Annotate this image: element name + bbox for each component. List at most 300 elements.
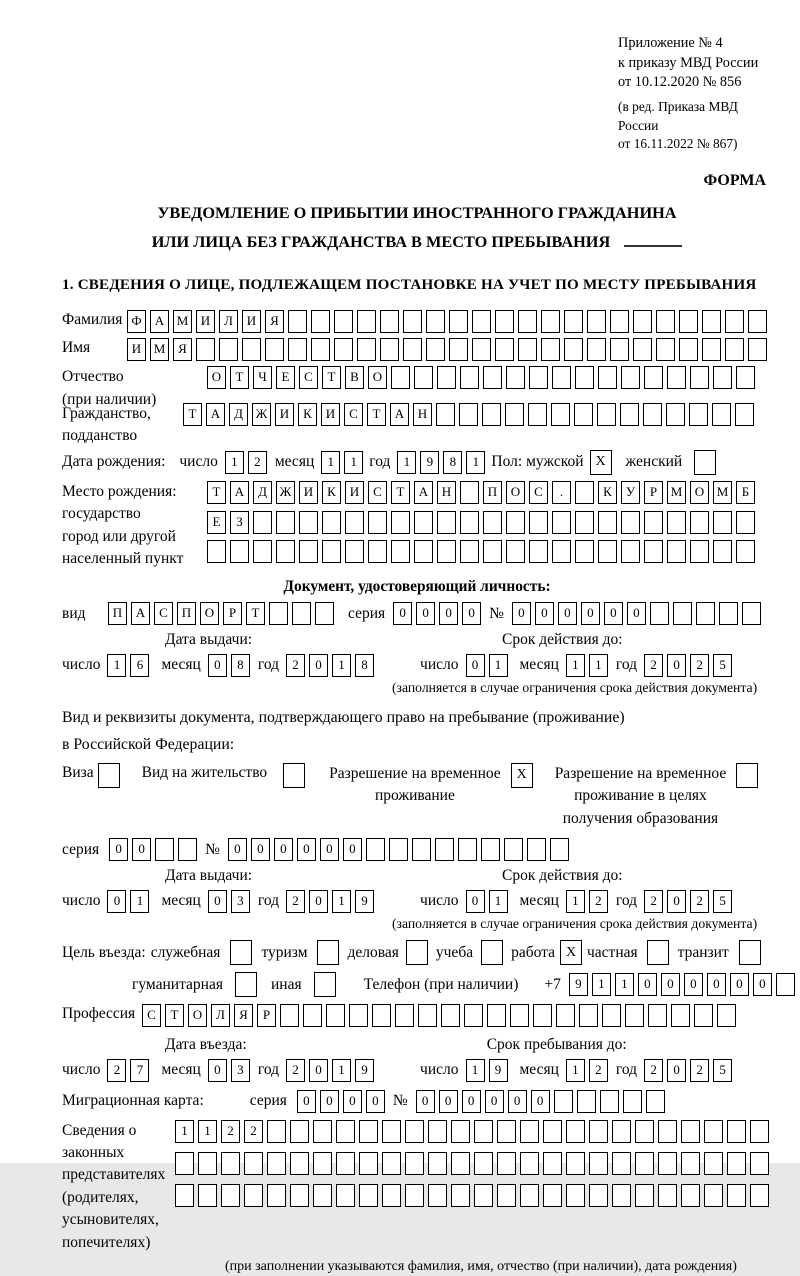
char-cell[interactable]: 0 — [320, 1090, 339, 1113]
char-cell[interactable] — [589, 1120, 608, 1143]
char-cell[interactable] — [550, 838, 569, 861]
purpose-other-checkbox[interactable] — [314, 972, 336, 997]
char-cell[interactable]: Я — [173, 338, 192, 361]
char-cell[interactable]: 9 — [569, 973, 588, 996]
char-cell[interactable]: И — [321, 403, 340, 426]
visa-checkbox[interactable] — [98, 763, 120, 788]
char-cell[interactable]: И — [345, 481, 364, 504]
char-cell[interactable] — [612, 1184, 631, 1207]
char-cell[interactable] — [428, 1152, 447, 1175]
char-cell[interactable] — [575, 481, 594, 504]
char-cell[interactable]: 0 — [667, 1059, 686, 1082]
char-cell[interactable] — [437, 511, 456, 534]
char-cell[interactable] — [405, 1120, 424, 1143]
char-cell[interactable]: 0 — [638, 973, 657, 996]
char-cell[interactable] — [267, 1120, 286, 1143]
char-cell[interactable]: А — [150, 310, 169, 333]
char-cell[interactable] — [414, 540, 433, 563]
char-cell[interactable] — [612, 1120, 631, 1143]
char-cell[interactable]: А — [206, 403, 225, 426]
char-cell[interactable]: 2 — [690, 890, 709, 913]
char-cell[interactable] — [575, 540, 594, 563]
char-cell[interactable] — [196, 338, 215, 361]
char-cell[interactable] — [412, 838, 431, 861]
char-cell[interactable]: 0 — [604, 602, 623, 625]
char-cell[interactable]: 3 — [231, 1059, 250, 1082]
char-cell[interactable] — [288, 310, 307, 333]
char-cell[interactable] — [178, 838, 197, 861]
char-cell[interactable] — [483, 540, 502, 563]
char-cell[interactable] — [219, 338, 238, 361]
char-cell[interactable]: 1 — [466, 1059, 485, 1082]
char-cell[interactable] — [221, 1184, 240, 1207]
char-cell[interactable] — [520, 1120, 539, 1143]
char-cell[interactable]: П — [177, 602, 196, 625]
char-cell[interactable]: С — [529, 481, 548, 504]
char-cell[interactable]: 0 — [366, 1090, 385, 1113]
char-cell[interactable] — [552, 540, 571, 563]
char-cell[interactable] — [253, 511, 272, 534]
char-cell[interactable] — [315, 602, 334, 625]
char-cell[interactable] — [391, 540, 410, 563]
char-cell[interactable]: 0 — [109, 838, 128, 861]
char-cell[interactable] — [748, 310, 767, 333]
char-cell[interactable] — [587, 310, 606, 333]
char-cell[interactable] — [712, 403, 731, 426]
char-cell[interactable]: М — [173, 310, 192, 333]
char-cell[interactable]: 2 — [286, 654, 305, 677]
char-cell[interactable]: М — [713, 481, 732, 504]
char-cell[interactable] — [403, 310, 422, 333]
char-cell[interactable] — [313, 1184, 332, 1207]
char-cell[interactable]: 0 — [627, 602, 646, 625]
char-cell[interactable] — [566, 1184, 585, 1207]
char-cell[interactable] — [290, 1120, 309, 1143]
char-cell[interactable]: 1 — [592, 973, 611, 996]
char-cell[interactable] — [725, 338, 744, 361]
char-cell[interactable] — [497, 1184, 516, 1207]
char-cell[interactable] — [704, 1152, 723, 1175]
char-cell[interactable] — [528, 403, 547, 426]
char-cell[interactable]: 0 — [512, 602, 531, 625]
char-cell[interactable] — [725, 310, 744, 333]
char-cell[interactable] — [666, 403, 685, 426]
char-cell[interactable] — [483, 511, 502, 534]
char-cell[interactable] — [441, 1004, 460, 1027]
char-cell[interactable]: 0 — [558, 602, 577, 625]
char-cell[interactable] — [575, 511, 594, 534]
char-cell[interactable] — [689, 403, 708, 426]
char-cell[interactable] — [623, 1090, 642, 1113]
char-cell[interactable]: С — [142, 1004, 161, 1027]
char-cell[interactable]: 0 — [132, 838, 151, 861]
char-cell[interactable] — [610, 310, 629, 333]
char-cell[interactable]: 2 — [221, 1120, 240, 1143]
char-cell[interactable] — [658, 1184, 677, 1207]
char-cell[interactable]: 2 — [644, 654, 663, 677]
char-cell[interactable]: 8 — [231, 654, 250, 677]
char-cell[interactable] — [336, 1152, 355, 1175]
char-cell[interactable] — [566, 1152, 585, 1175]
char-cell[interactable] — [437, 540, 456, 563]
char-cell[interactable]: 1 — [332, 890, 351, 913]
char-cell[interactable] — [451, 1152, 470, 1175]
char-cell[interactable]: И — [196, 310, 215, 333]
char-cell[interactable] — [460, 511, 479, 534]
char-cell[interactable] — [357, 310, 376, 333]
char-cell[interactable]: 0 — [531, 1090, 550, 1113]
char-cell[interactable]: 2 — [107, 1059, 126, 1082]
char-cell[interactable] — [736, 540, 755, 563]
char-cell[interactable] — [713, 540, 732, 563]
char-cell[interactable] — [345, 540, 364, 563]
char-cell[interactable] — [405, 1152, 424, 1175]
char-cell[interactable] — [598, 366, 617, 389]
char-cell[interactable] — [326, 1004, 345, 1027]
char-cell[interactable]: 0 — [228, 838, 247, 861]
char-cell[interactable] — [155, 838, 174, 861]
char-cell[interactable]: Ч — [253, 366, 272, 389]
char-cell[interactable] — [451, 1184, 470, 1207]
char-cell[interactable] — [487, 1004, 506, 1027]
char-cell[interactable]: О — [690, 481, 709, 504]
char-cell[interactable] — [426, 338, 445, 361]
char-cell[interactable] — [602, 1004, 621, 1027]
char-cell[interactable] — [650, 602, 669, 625]
char-cell[interactable] — [635, 1120, 654, 1143]
char-cell[interactable] — [658, 1152, 677, 1175]
char-cell[interactable] — [357, 338, 376, 361]
char-cell[interactable]: 2 — [589, 1059, 608, 1082]
char-cell[interactable] — [717, 1004, 736, 1027]
char-cell[interactable]: С — [299, 366, 318, 389]
char-cell[interactable]: Р — [644, 481, 663, 504]
char-cell[interactable] — [403, 338, 422, 361]
char-cell[interactable] — [612, 1152, 631, 1175]
char-cell[interactable] — [727, 1120, 746, 1143]
char-cell[interactable]: 0 — [416, 602, 435, 625]
char-cell[interactable]: 0 — [508, 1090, 527, 1113]
char-cell[interactable]: Т — [322, 366, 341, 389]
char-cell[interactable] — [336, 1184, 355, 1207]
char-cell[interactable]: 9 — [489, 1059, 508, 1082]
char-cell[interactable] — [506, 511, 525, 534]
char-cell[interactable]: 0 — [208, 1059, 227, 1082]
char-cell[interactable] — [696, 602, 715, 625]
char-cell[interactable]: С — [154, 602, 173, 625]
char-cell[interactable] — [543, 1152, 562, 1175]
char-cell[interactable] — [671, 1004, 690, 1027]
char-cell[interactable] — [681, 1184, 700, 1207]
char-cell[interactable] — [428, 1184, 447, 1207]
char-cell[interactable] — [750, 1184, 769, 1207]
char-cell[interactable] — [579, 1004, 598, 1027]
char-cell[interactable]: Л — [211, 1004, 230, 1027]
char-cell[interactable] — [529, 366, 548, 389]
char-cell[interactable] — [391, 511, 410, 534]
char-cell[interactable] — [748, 338, 767, 361]
char-cell[interactable] — [644, 540, 663, 563]
char-cell[interactable] — [621, 366, 640, 389]
char-cell[interactable] — [658, 1120, 677, 1143]
char-cell[interactable]: 1 — [566, 654, 585, 677]
char-cell[interactable] — [552, 366, 571, 389]
char-cell[interactable]: Т — [183, 403, 202, 426]
char-cell[interactable] — [483, 366, 502, 389]
char-cell[interactable]: К — [598, 481, 617, 504]
char-cell[interactable] — [382, 1120, 401, 1143]
char-cell[interactable]: 0 — [466, 890, 485, 913]
char-cell[interactable] — [564, 338, 583, 361]
char-cell[interactable] — [566, 1120, 585, 1143]
char-cell[interactable]: С — [368, 481, 387, 504]
purpose-study-checkbox[interactable] — [481, 940, 503, 965]
char-cell[interactable]: Т — [391, 481, 410, 504]
char-cell[interactable]: У — [621, 481, 640, 504]
char-cell[interactable]: А — [131, 602, 150, 625]
char-cell[interactable] — [598, 540, 617, 563]
char-cell[interactable]: 0 — [439, 1090, 458, 1113]
residence-permit-checkbox[interactable] — [283, 763, 305, 788]
char-cell[interactable] — [702, 310, 721, 333]
char-cell[interactable]: Д — [229, 403, 248, 426]
char-cell[interactable]: 1 — [198, 1120, 217, 1143]
char-cell[interactable]: 1 — [615, 973, 634, 996]
char-cell[interactable]: К — [322, 481, 341, 504]
char-cell[interactable]: 0 — [667, 654, 686, 677]
char-cell[interactable] — [414, 511, 433, 534]
char-cell[interactable]: 0 — [251, 838, 270, 861]
char-cell[interactable] — [750, 1152, 769, 1175]
char-cell[interactable] — [242, 338, 261, 361]
char-cell[interactable]: 1 — [489, 654, 508, 677]
char-cell[interactable] — [359, 1152, 378, 1175]
char-cell[interactable] — [198, 1152, 217, 1175]
char-cell[interactable]: 1 — [175, 1120, 194, 1143]
temp-residence-checkbox[interactable]: X — [511, 763, 533, 788]
char-cell[interactable] — [518, 310, 537, 333]
char-cell[interactable] — [656, 338, 675, 361]
char-cell[interactable] — [679, 310, 698, 333]
char-cell[interactable] — [359, 1184, 378, 1207]
char-cell[interactable] — [735, 403, 754, 426]
char-cell[interactable] — [497, 1120, 516, 1143]
char-cell[interactable]: О — [506, 481, 525, 504]
char-cell[interactable] — [648, 1004, 667, 1027]
char-cell[interactable] — [290, 1184, 309, 1207]
char-cell[interactable] — [303, 1004, 322, 1027]
char-cell[interactable] — [529, 511, 548, 534]
char-cell[interactable] — [719, 602, 738, 625]
char-cell[interactable]: 1 — [566, 890, 585, 913]
char-cell[interactable]: 1 — [332, 1059, 351, 1082]
char-cell[interactable] — [574, 403, 593, 426]
char-cell[interactable]: 0 — [535, 602, 554, 625]
char-cell[interactable] — [334, 338, 353, 361]
char-cell[interactable]: 5 — [713, 654, 732, 677]
char-cell[interactable]: 0 — [343, 1090, 362, 1113]
char-cell[interactable] — [322, 511, 341, 534]
char-cell[interactable] — [621, 540, 640, 563]
char-cell[interactable]: 0 — [466, 654, 485, 677]
char-cell[interactable] — [299, 540, 318, 563]
char-cell[interactable]: Ж — [252, 403, 271, 426]
char-cell[interactable] — [207, 540, 226, 563]
char-cell[interactable]: 1 — [589, 654, 608, 677]
char-cell[interactable] — [380, 310, 399, 333]
char-cell[interactable] — [299, 511, 318, 534]
char-cell[interactable]: 0 — [439, 602, 458, 625]
char-cell[interactable] — [175, 1152, 194, 1175]
char-cell[interactable] — [472, 338, 491, 361]
char-cell[interactable]: 8 — [355, 654, 374, 677]
char-cell[interactable]: И — [299, 481, 318, 504]
char-cell[interactable]: Д — [253, 481, 272, 504]
char-cell[interactable] — [322, 540, 341, 563]
char-cell[interactable] — [518, 338, 537, 361]
char-cell[interactable]: 0 — [462, 1090, 481, 1113]
char-cell[interactable] — [334, 310, 353, 333]
char-cell[interactable]: 8 — [443, 451, 462, 474]
char-cell[interactable]: 2 — [690, 1059, 709, 1082]
char-cell[interactable]: И — [242, 310, 261, 333]
char-cell[interactable] — [482, 403, 501, 426]
char-cell[interactable]: К — [298, 403, 317, 426]
char-cell[interactable]: 0 — [297, 1090, 316, 1113]
char-cell[interactable] — [510, 1004, 529, 1027]
char-cell[interactable] — [552, 511, 571, 534]
char-cell[interactable] — [436, 403, 455, 426]
char-cell[interactable]: 2 — [589, 890, 608, 913]
char-cell[interactable]: 1 — [332, 654, 351, 677]
char-cell[interactable] — [230, 540, 249, 563]
char-cell[interactable] — [556, 1004, 575, 1027]
char-cell[interactable]: 0 — [416, 1090, 435, 1113]
char-cell[interactable] — [372, 1004, 391, 1027]
char-cell[interactable] — [464, 1004, 483, 1027]
char-cell[interactable] — [643, 403, 662, 426]
char-cell[interactable]: 0 — [107, 890, 126, 913]
char-cell[interactable]: О — [368, 366, 387, 389]
char-cell[interactable]: 2 — [286, 890, 305, 913]
char-cell[interactable]: 2 — [286, 1059, 305, 1082]
char-cell[interactable] — [428, 1120, 447, 1143]
char-cell[interactable]: 1 — [466, 451, 485, 474]
char-cell[interactable]: . — [552, 481, 571, 504]
char-cell[interactable] — [633, 338, 652, 361]
char-cell[interactable] — [405, 1184, 424, 1207]
char-cell[interactable] — [435, 838, 454, 861]
char-cell[interactable]: А — [230, 481, 249, 504]
char-cell[interactable]: 0 — [684, 973, 703, 996]
char-cell[interactable]: 2 — [644, 1059, 663, 1082]
char-cell[interactable] — [253, 540, 272, 563]
char-cell[interactable]: 1 — [225, 451, 244, 474]
char-cell[interactable]: 0 — [274, 838, 293, 861]
char-cell[interactable] — [474, 1184, 493, 1207]
char-cell[interactable] — [267, 1152, 286, 1175]
char-cell[interactable] — [704, 1120, 723, 1143]
char-cell[interactable]: 0 — [730, 973, 749, 996]
char-cell[interactable]: 0 — [309, 890, 328, 913]
char-cell[interactable] — [597, 403, 616, 426]
char-cell[interactable] — [635, 1152, 654, 1175]
char-cell[interactable]: 5 — [713, 1059, 732, 1082]
char-cell[interactable]: М — [150, 338, 169, 361]
char-cell[interactable]: 2 — [644, 890, 663, 913]
char-cell[interactable] — [389, 838, 408, 861]
char-cell[interactable] — [267, 1184, 286, 1207]
char-cell[interactable] — [451, 1120, 470, 1143]
char-cell[interactable] — [575, 366, 594, 389]
char-cell[interactable] — [449, 310, 468, 333]
char-cell[interactable] — [359, 1120, 378, 1143]
char-cell[interactable] — [382, 1152, 401, 1175]
char-cell[interactable]: О — [188, 1004, 207, 1027]
char-cell[interactable]: В — [345, 366, 364, 389]
char-cell[interactable] — [313, 1152, 332, 1175]
char-cell[interactable]: Н — [437, 481, 456, 504]
temp-residence-education-checkbox[interactable] — [736, 763, 758, 788]
char-cell[interactable] — [750, 1120, 769, 1143]
char-cell[interactable] — [380, 338, 399, 361]
char-cell[interactable] — [269, 602, 288, 625]
char-cell[interactable] — [418, 1004, 437, 1027]
char-cell[interactable]: А — [390, 403, 409, 426]
char-cell[interactable] — [414, 366, 433, 389]
char-cell[interactable] — [276, 540, 295, 563]
char-cell[interactable]: 1 — [321, 451, 340, 474]
char-cell[interactable] — [681, 1152, 700, 1175]
char-cell[interactable] — [625, 1004, 644, 1027]
char-cell[interactable] — [506, 540, 525, 563]
char-cell[interactable]: 2 — [690, 654, 709, 677]
char-cell[interactable]: 2 — [244, 1120, 263, 1143]
char-cell[interactable] — [541, 310, 560, 333]
char-cell[interactable]: 0 — [462, 602, 481, 625]
char-cell[interactable]: 0 — [753, 973, 772, 996]
char-cell[interactable]: П — [483, 481, 502, 504]
char-cell[interactable] — [292, 602, 311, 625]
purpose-work-checkbox[interactable]: X — [560, 940, 582, 965]
char-cell[interactable] — [564, 310, 583, 333]
char-cell[interactable] — [635, 1184, 654, 1207]
char-cell[interactable] — [527, 838, 546, 861]
char-cell[interactable] — [290, 1152, 309, 1175]
char-cell[interactable] — [368, 511, 387, 534]
char-cell[interactable] — [679, 338, 698, 361]
char-cell[interactable] — [644, 366, 663, 389]
char-cell[interactable] — [667, 540, 686, 563]
char-cell[interactable] — [673, 602, 692, 625]
char-cell[interactable] — [459, 403, 478, 426]
char-cell[interactable] — [474, 1152, 493, 1175]
char-cell[interactable] — [529, 540, 548, 563]
char-cell[interactable] — [481, 838, 500, 861]
char-cell[interactable] — [311, 310, 330, 333]
char-cell[interactable] — [667, 511, 686, 534]
char-cell[interactable]: 9 — [355, 890, 374, 913]
char-cell[interactable] — [276, 511, 295, 534]
char-cell[interactable] — [727, 1184, 746, 1207]
char-cell[interactable]: 5 — [713, 890, 732, 913]
gender-female-checkbox[interactable] — [694, 450, 716, 475]
char-cell[interactable] — [426, 310, 445, 333]
char-cell[interactable]: 7 — [130, 1059, 149, 1082]
char-cell[interactable]: И — [275, 403, 294, 426]
char-cell[interactable]: 1 — [130, 890, 149, 913]
char-cell[interactable] — [265, 338, 284, 361]
